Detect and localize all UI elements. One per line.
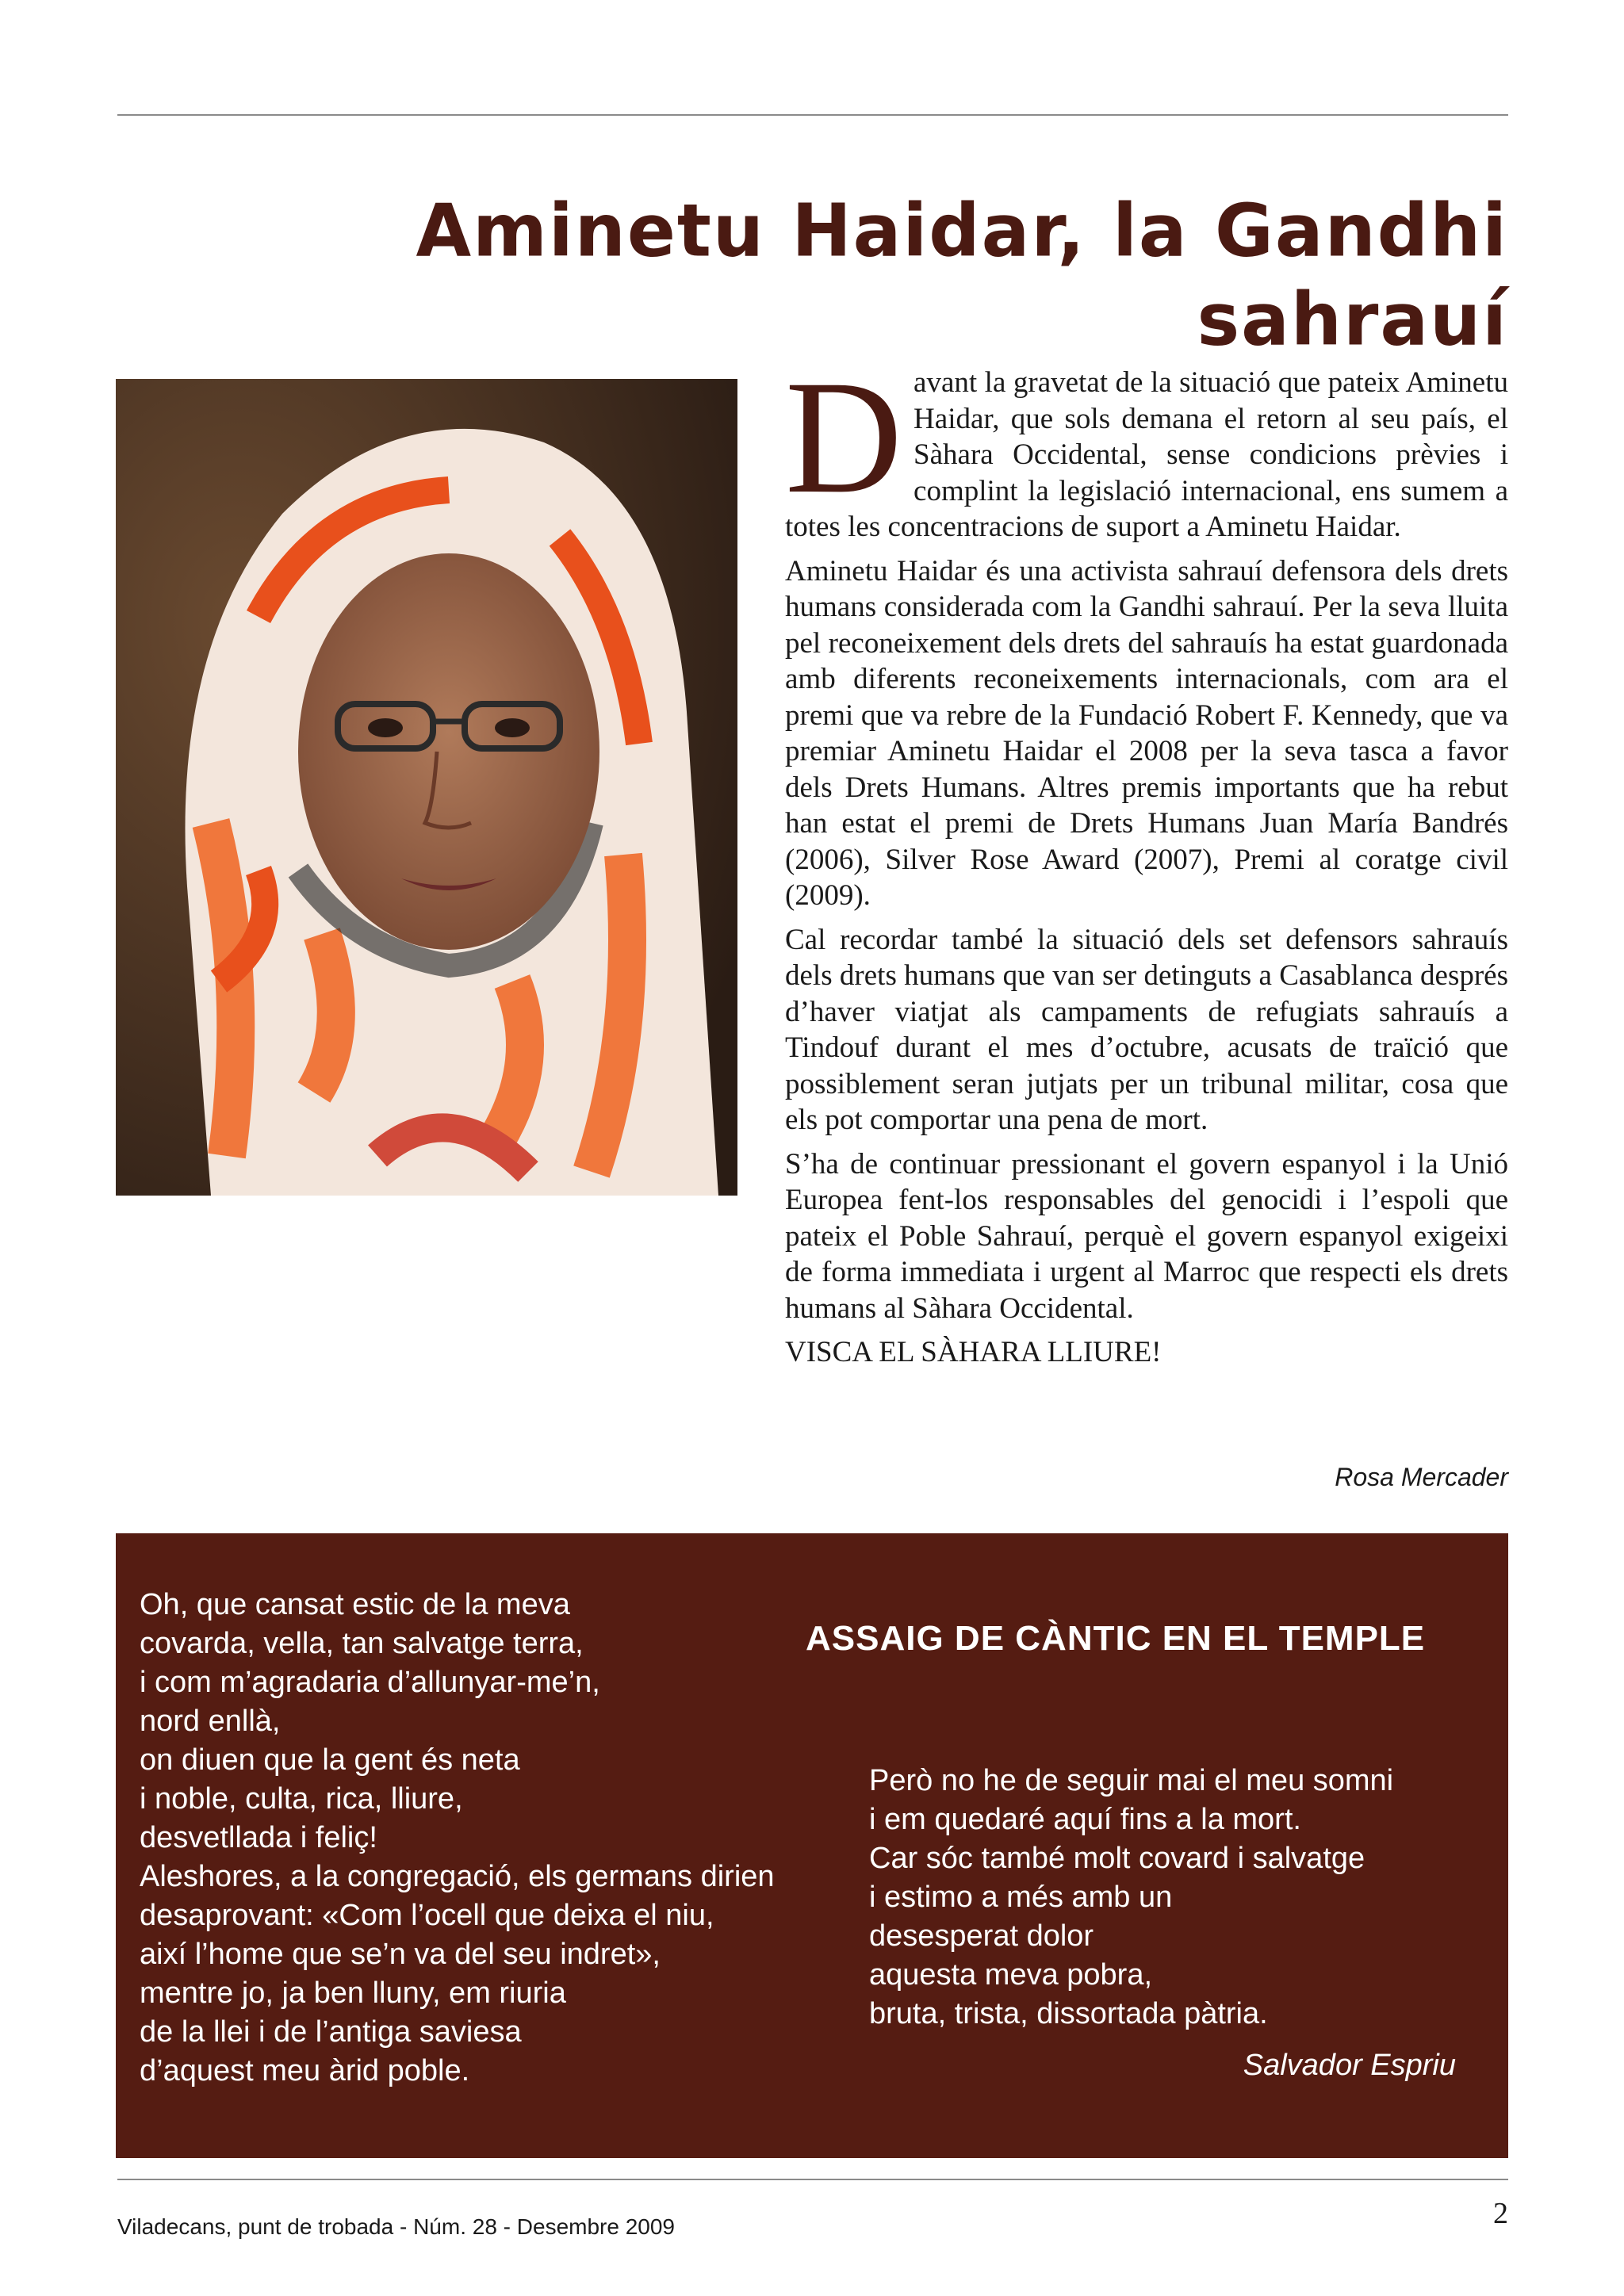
poem-line: així l’home que se’n va del seu indret», [140,1938,661,1971]
article-paragraph-5: VISCA EL SÀHARA LLIURE! [785,1336,1162,1368]
poem-line: mentre jo, ja ben lluny, em riuria [140,1976,566,2010]
poem-line: d’aquest meu àrid poble. [140,2054,470,2087]
drop-cap: D [785,347,903,527]
poem-line: nord enllà, [140,1705,281,1738]
poem-left-column [140,1586,775,2091]
footer-publication: Viladecans, punt de trobada - Núm. 28 - Desembre 2009 [117,2214,676,2239]
portrait-photo [116,379,737,1196]
article-paragraph-2: Aminetu Haidar és una activista sahrauí defensora dels drets humans considerada com la Gandhi sahrauí. Per la seva lluita pel reconeixement dels drets del sahrauís ha estat guardonada amb diferents reconeixements internacionals, com ara el premi que va rebre de la Fundació Robert F. Kennedy, que va premiar Aminetu Haidar el 2008 per la seva tasca a favor dels Drets Humans. Altres premis importants que ha rebut han estat el premi de Drets Humans Juan María Bandrés (2006), Silver Rose Award (2007), Premi al coratge civil (2009). [785,554,1508,912]
poem-line: aquesta meva pobra, [869,1958,1153,1992]
poem-line: i com m’agradaria d’allunyar-me’n, [140,1666,600,1699]
article-paragraph-3: Cal recordar també la situació dels set defensors sahrauís dels drets humans que van ser detinguts a Casablanca després d’haver viatjat als campaments de refugiats sahrauís a Tindouf durant el mes d’octubre, acusats de traïció que possiblement seran jutjats per un tribunal militar, cosa que els pot comportar una pena de mort. [785,923,1508,1136]
portrait-photo-icon [116,379,737,1196]
poem-line: i em quedaré aquí fins a la mort. [869,1803,1301,1836]
poem-line: i estimo a més amb un [869,1881,1173,1914]
poem-line: desvetllada i feliç! [140,1821,377,1854]
poem-line: i noble, culta, rica, lliure, [140,1782,463,1816]
page-number: 2 [1493,2197,1508,2230]
poem-line: covarda, vella, tan salvatge terra, [140,1627,584,1660]
article-title: Aminetu Haidar, la Gandhi sahrauí [416,188,1508,363]
poem-line: Car sóc també molt covard i salvatge [869,1842,1365,1875]
article-author: Rosa Mercader [1335,1463,1508,1491]
poem-line: on diuen que la gent és neta [140,1743,520,1777]
top-divider [117,114,1508,116]
poem-line: Oh, que cansat estic de la meva [140,1588,570,1621]
poem-line: desesperat dolor [869,1919,1094,1953]
poem-line: de la llei i de l’antiga saviesa [140,2015,522,2049]
bottom-divider [117,2179,1508,2180]
article-body [785,347,1508,1379]
poem-right-column [869,1762,1393,2034]
poem-title: ASSAIG DE CÀNTIC EN EL TEMPLE [806,1619,1426,1658]
article-paragraph-1: Davant la gravetat de la situació que pateix Aminetu Haidar, que sols demana el retorn al seu país, el Sàhara Occidental, sense condicions prèvies i complint la legislació internacional, ens sumem a totes les concentracions de suport a Aminetu Haidar. [785,347,1508,543]
poem-line: Aleshores, a la congregació, els germans dirien [140,1860,775,1893]
poem-box [116,1533,1508,2158]
poem-line: bruta, trista, dissortada pàtria. [869,1997,1268,2030]
poem-author: Salvador Espriu [1243,2049,1456,2082]
poem-line: Però no he de seguir mai el meu somni [869,1764,1394,1797]
article-paragraph-4: S’ha de continuar pressionant el govern espanyol i la Unió Europea fent-los responsables del genocidi i l’espoli que pateix el Poble Sahrauí, perquè el govern espanyol exigeixi de forma immediata i urgent al Marroc que respecti els drets humans al Sàhara Occidental. [785,1147,1508,1325]
poem-line: desaprovant: «Com l’ocell que deixa el niu, [140,1899,714,1932]
